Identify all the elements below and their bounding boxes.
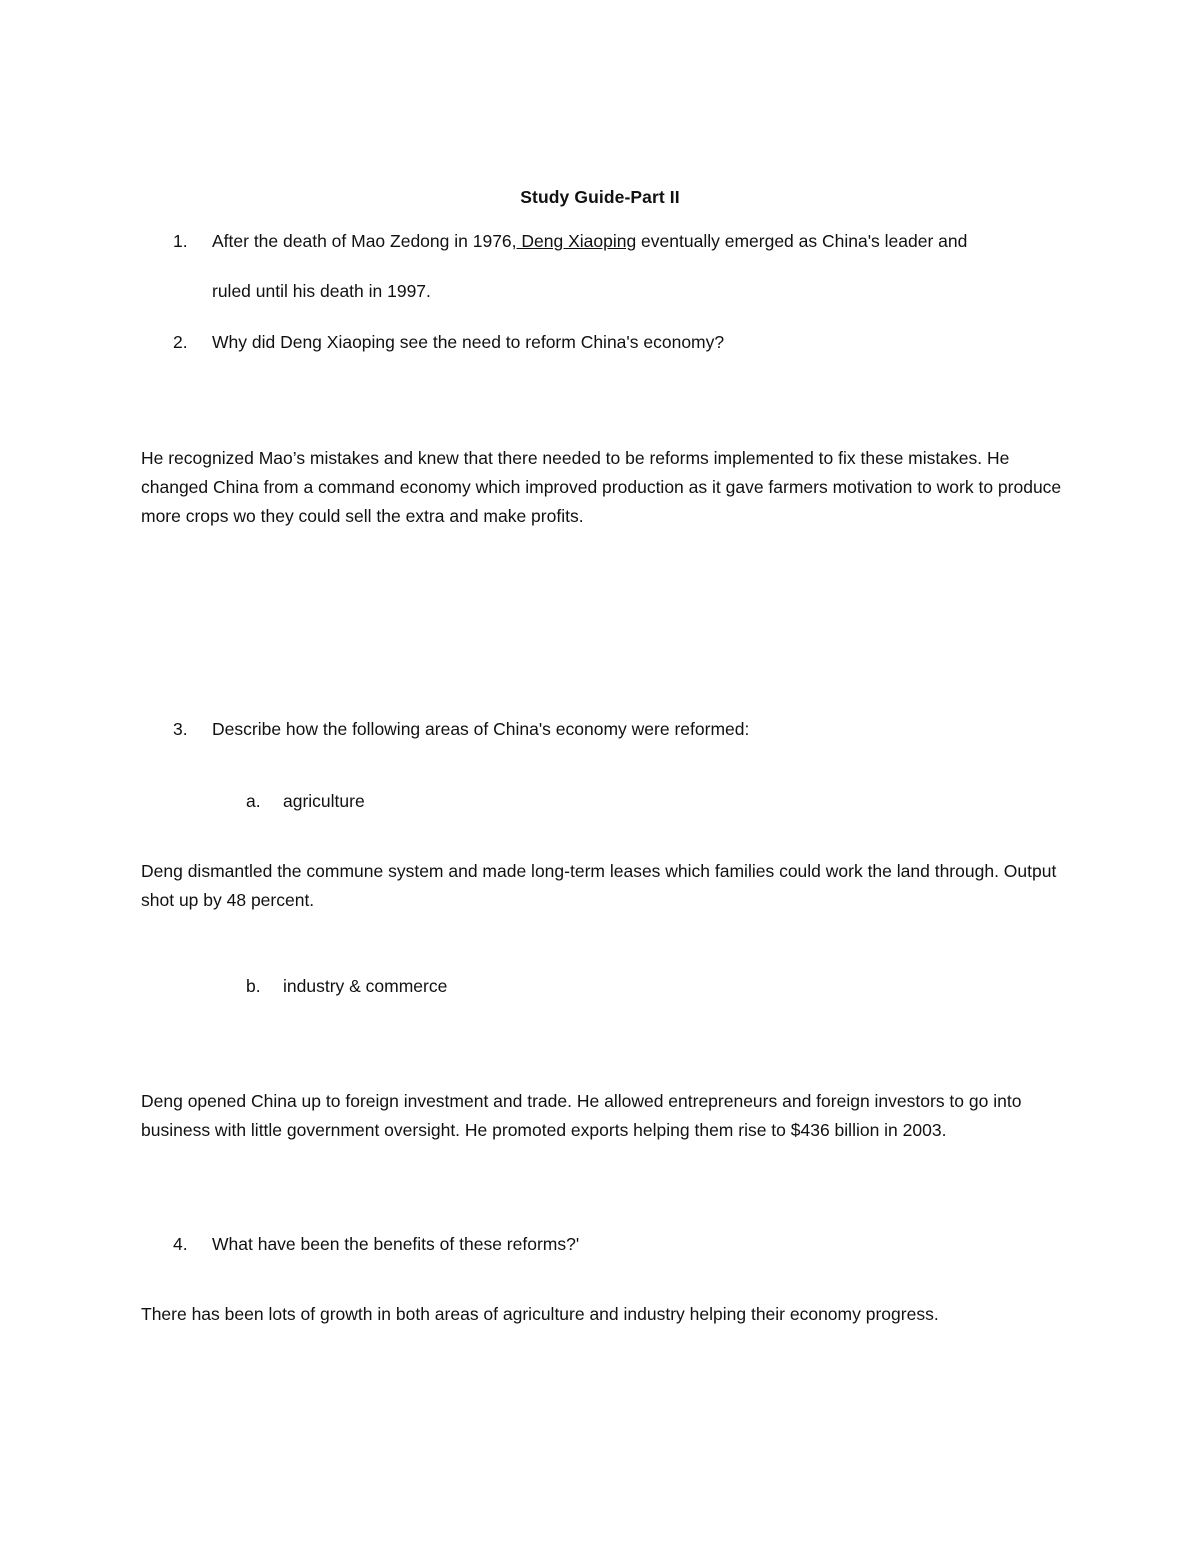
question-3a-letter: a. xyxy=(246,791,261,811)
question-2 xyxy=(173,332,724,353)
question-3 xyxy=(173,719,749,740)
question-3a-answer: Deng dismantled the commune system and made long-term leases which families could work the land through. Output shot up by 48 percent. xyxy=(141,861,1057,910)
question-1 xyxy=(173,231,967,252)
question-3a-text: agriculture xyxy=(283,791,365,811)
question-2-number: 2. xyxy=(173,332,188,352)
question-3-text: Describe how the following areas of China's economy were reformed: xyxy=(212,719,750,739)
question-3a xyxy=(246,791,365,812)
question-4-number: 4. xyxy=(173,1234,188,1254)
question-3b-answer: Deng opened China up to foreign investment and trade. He allowed entrepreneurs and foreign investors to go into business with little government oversight. He promoted exports helping them rise to $436 billion in 2003. xyxy=(141,1091,1022,1140)
question-1-continuation: ruled until his death in 1997. xyxy=(212,281,431,301)
document-title: Study Guide-Part II xyxy=(520,187,680,207)
question-3b-text: industry & commerce xyxy=(283,976,448,996)
question-3b xyxy=(246,976,447,997)
question-1-text-before: After the death of Mao Zedong in 1976, xyxy=(212,231,517,251)
question-1-blank-answer: Deng Xiaoping xyxy=(516,231,637,251)
question-1-number: 1. xyxy=(173,231,188,251)
question-1-text-after: eventually emerged as China's leader and xyxy=(636,231,968,251)
question-3-number: 3. xyxy=(173,719,188,739)
question-4-text: What have been the benefits of these reforms?' xyxy=(212,1234,580,1254)
question-3b-letter: b. xyxy=(246,976,261,996)
question-4-answer: There has been lots of growth in both areas of agriculture and industry helping their economy progress. xyxy=(141,1304,939,1324)
question-2-text: Why did Deng Xiaoping see the need to reform China's economy? xyxy=(212,332,725,352)
question-4 xyxy=(173,1234,579,1255)
question-2-answer: He recognized Mao’s mistakes and knew that there needed to be reforms implemented to fix these mistakes. He changed China from a command economy which improved production as it gave farmers motivation to work to produce more crops wo they could sell the extra and make profits. xyxy=(141,448,1062,526)
